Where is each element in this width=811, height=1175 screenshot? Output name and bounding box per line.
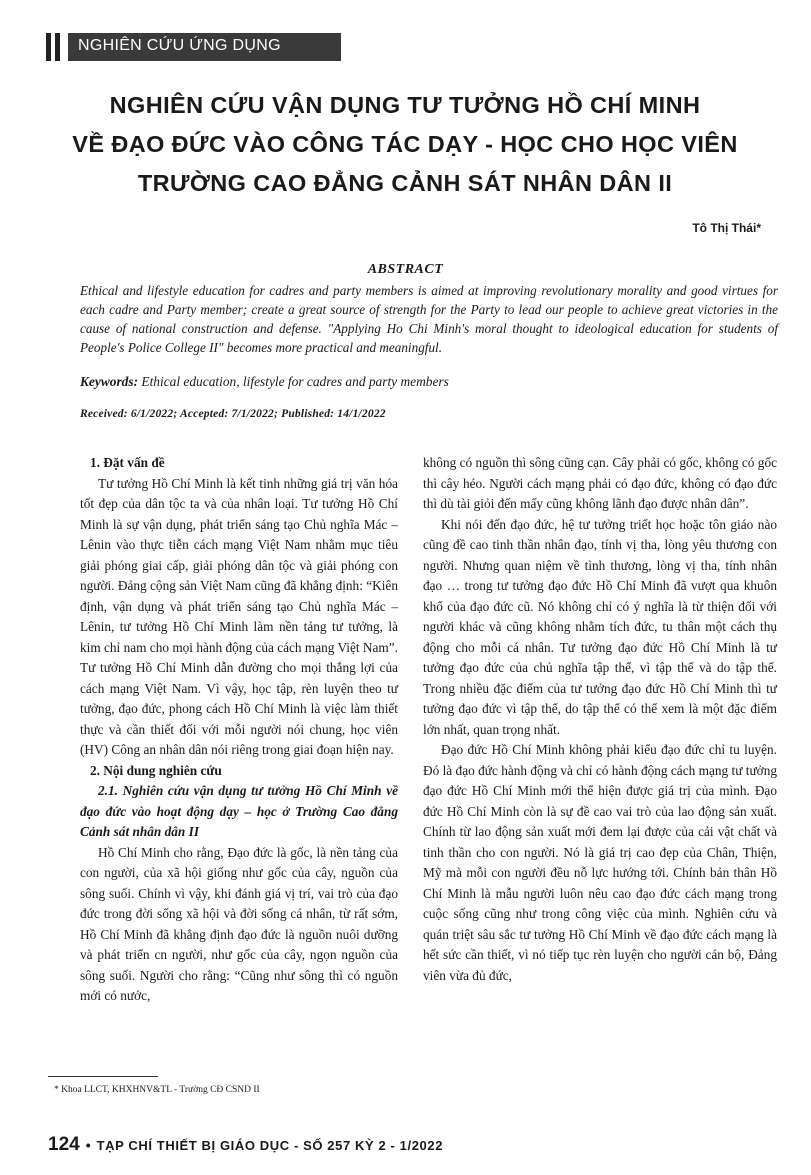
bullet-icon: • (85, 1137, 91, 1153)
article-title (60, 86, 750, 203)
subsection-heading: 2.1. Nghiên cứu vận dụng tư tưởng Hồ Chí Minh về đạo đức vào hoạt động dạy – học ở Trường Cao đẳng Cảnh sát nhân dân II (80, 783, 398, 839)
keywords-text: Ethical education, lifestyle for cadres and party members (141, 374, 449, 389)
paragraph: Khi nói đến đạo đức, hệ tư tưởng triết học hoặc tôn giáo nào cũng đề cao tinh thần nhân đạo, tính vị tha, lòng yêu thương con người. Nhưng quan niệm về tình thương, lòng vị tha, tính nhân đạo … trong tư tưởng đạo đức Hồ Chí Minh đã vượt qua khuôn khổ của đạo đức cũ. Nó không chỉ có ý nghĩa là từ thiện đối với người khác và cũng không nhằm tích đức, tu thân một cách thụ động cho mỗi cá nhân. Tư tưởng đạo đức Hồ Chí Minh là tư tưởng đạo đức của chủ nghĩa tập thể, vì tập thể và do tập thể. Trong nhiều đặc điểm của tư tưởng đạo đức Hồ Chí Minh thì tư tưởng đạo đức vì tập thể, do tập thể có thể xem là một đặc điểm lớn nhất, quan trọng nhất. (423, 516, 777, 737)
left-column (80, 453, 398, 1007)
page-number: 124 (48, 1134, 80, 1155)
paragraph: Hồ Chí Minh cho rằng, Đạo đức là gốc, là nền tảng của con người, của xã hội giống như gốc của cây, nguồn của sông suối. Chính vì vậy, khi đánh giá vị trí, vai trò của đạo đức trong đời sống xã hội và đời sống cá nhân, từ rất sớm, Hồ Chí Minh đã khẳng định đạo đức là nguồn nuôi dưỡng và phát triển cn người, như gốc của cây, ngọn nguồn của sông suối. Người cho rằng: “Cũng như sông thì có nguồn mới có nước, (80, 844, 398, 1003)
abstract-heading: ABSTRACT (367, 262, 444, 277)
section-header (46, 33, 341, 61)
paragraph: Đạo đức Hồ Chí Minh không phải kiểu đạo đức chỉ tu luyện. Đó là đạo đức hành động và chỉ có hành động cách mạng tư tưởng đạo đức Hồ Chí Minh mới thể hiện được giá trị của mình. Đạo đức Hồ Chí Minh còn là sự đề cao vai trò của lao động sản xuất. Chính từ lao động sản xuất mới đem lại được của cải vật chất và tinh thần cho con người. Nó là giá trị cao đẹp của Chân, Thiện, Mỹ mà mỗi con người đều nỗ lực hướng tới. Chính bản thân Hồ Chí Minh là mẫu người luôn nêu cao đạo đức cách mạng trong cuộc sống cũng như trong công việc của mình. Nghiên cứu và quán triệt sâu sắc tư tưởng Hồ Chí Minh về đạo đức cách mạng là hết sức cần thiết, vì nó tiếp tục rèn luyện cho người cán bộ, Đảng viên vừa đủ đức, (423, 742, 777, 983)
paragraph: Tư tưởng Hồ Chí Minh là kết tinh những giá trị văn hóa tốt đẹp của dân tộc ta và của nhân loại. Tư tưởng Hồ Chí Minh là sự vận dụng, phát triển sáng tạo Chủ nghĩa Mác – Lênin vào thực tiễn cách mạng Việt Nam nhằm mục tiêu giải phóng giai cấp, giải phóng dân tộc và giải phóng con người. Đảng cộng sản Việt Nam cũng đã khẳng định: “Kiên định, vận dụng và phát triển sáng tạo Chủ nghĩa Mác – Lênin, tư tưởng Hồ Chí Minh làm nền tảng tư tưởng, là kim chỉ nam cho mọi hành động của cách mạng Việt Nam”. Tư tưởng Hồ Chí Minh dẫn đường cho mọi thắng lợi của cách mạng Việt Nam. Vì vậy, học tập, rèn luyện theo tư tưởng, đạo đức, phong cách Hồ Chí Minh là việc làm thiết thực và cần thiết đối với mỗi người nói chung, học viên (HV) Công an nhân dân nói riêng trong giai đoạn hiện nay. (80, 475, 398, 757)
publication-dates: Received: 6/1/2022; Accepted: 7/1/2022; Published: 14/1/2022 (80, 408, 386, 420)
footnote-divider (48, 1076, 158, 1077)
author-name: Tô Thị Thái* (692, 221, 761, 235)
title-line: NGHIÊN CỨU VẬN DỤNG TƯ TƯỞNG HỒ CHÍ MINH (109, 92, 701, 118)
title-line: VỀ ĐẠO ĐỨC VÀO CÔNG TÁC DẠY - HỌC CHO HỌC VIÊN (72, 131, 738, 157)
keywords-label: Keywords: (80, 374, 139, 389)
page-footer (48, 1134, 443, 1156)
section-bar-mark (55, 33, 60, 61)
section-heading: 2. Nội dung nghiên cứu (90, 762, 222, 778)
right-column (423, 453, 777, 986)
section-heading: 1. Đặt vấn đề (90, 455, 165, 470)
footnote: * Khoa LLCT, KHXHNV&TL - Trường CĐ CSND II (54, 1085, 260, 1095)
title-line: TRƯỜNG CAO ĐẲNG CẢNH SÁT NHÂN DÂN II (137, 170, 673, 196)
keywords (80, 374, 449, 390)
paragraph: không có nguồn thì sông cũng cạn. Cây phải có gốc, không có gốc thì cây héo. Người cách mạng phải có đạo đức, không có đạo đức thì dù tài giỏi đến mấy cũng không lãnh đạo được nhân dân”. (423, 455, 777, 511)
journal-name: TẠP CHÍ THIẾT BỊ GIÁO DỤC - SỐ 257 KỲ 2 - 1/2022 (96, 1138, 444, 1153)
abstract-text: Ethical and lifestyle education for cadres and party members is aimed at improving revolutionary morality and good virtues for each cadre and Party member; create a great source of strength for the Party to lead our people to achieve great victories in the cause of national construction and defense. "Applying Ho Chi Minh's moral thought to ideological education for students of People's Police College II" becomes more practical and meaningful. (80, 283, 778, 355)
section-label: NGHIÊN CỨU ỨNG DỤNG (68, 33, 341, 61)
section-bar-mark (46, 33, 51, 61)
